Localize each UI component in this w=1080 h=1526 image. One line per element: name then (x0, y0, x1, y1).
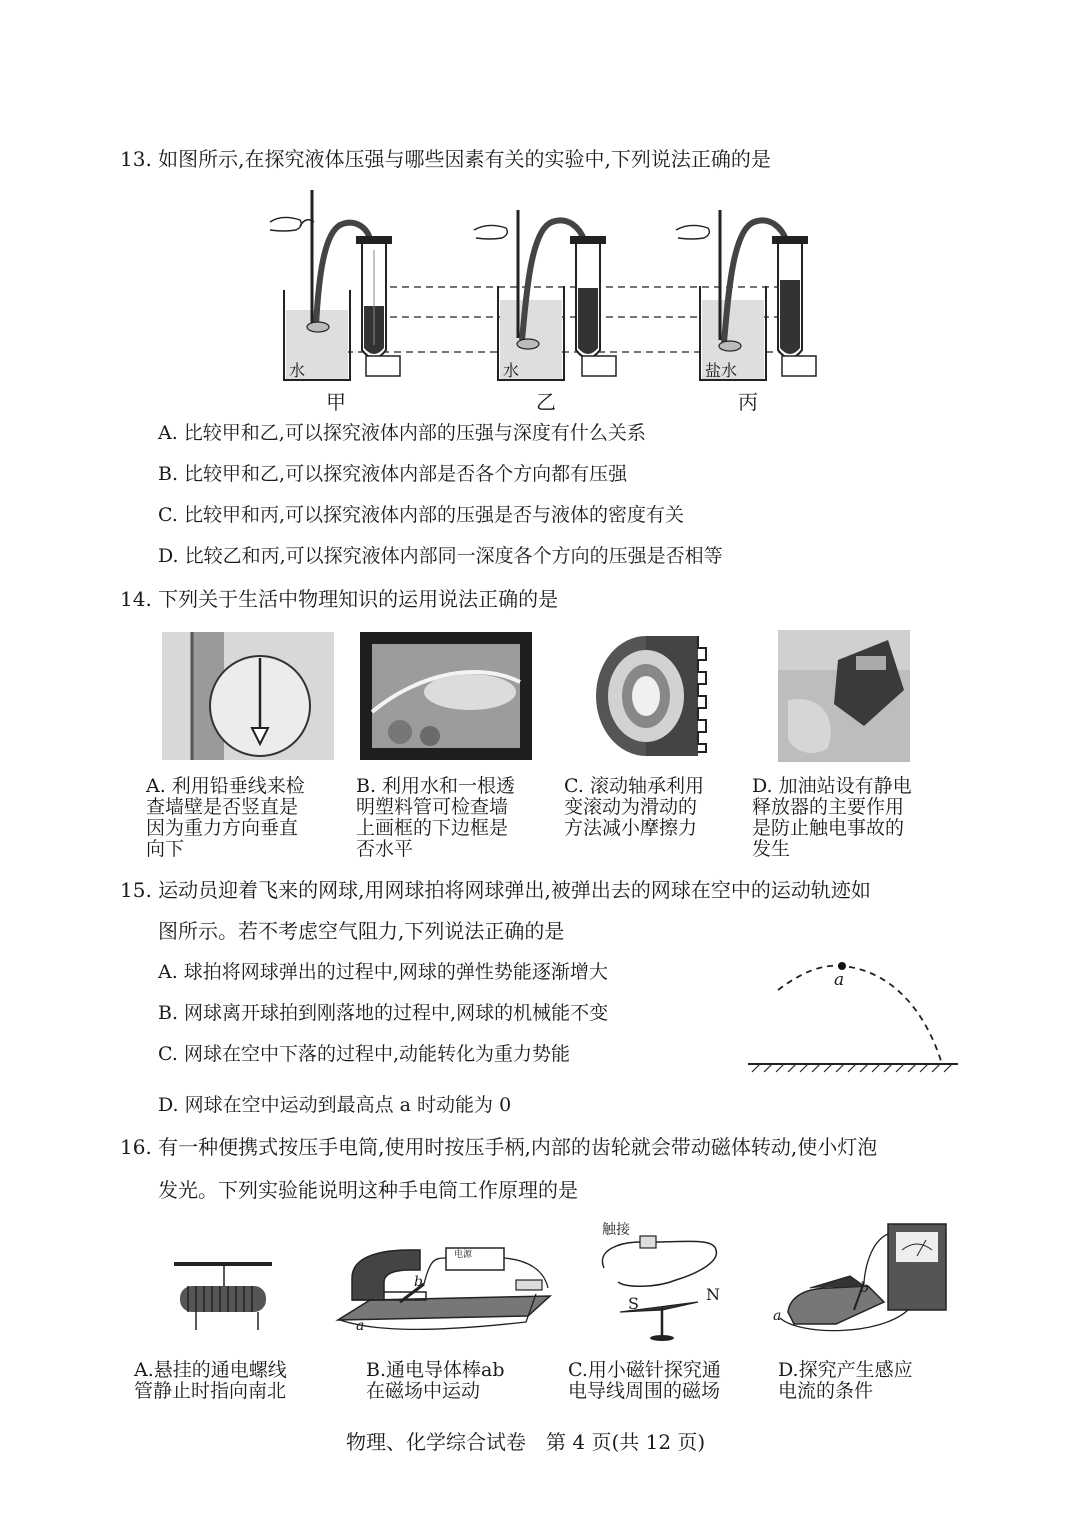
q15-option-c: C. 网球在空中下落的过程中,动能转化为重力势能 (158, 1043, 570, 1065)
q16-option-c: C.用小磁针探究通 电导线周围的磁场 (568, 1359, 721, 1402)
solenoid-figure (168, 1258, 278, 1342)
touch-label: 触接 (602, 1222, 630, 1238)
peak-point (838, 962, 846, 970)
q13-option-a: A. 比较甲和乙,可以探究液体内部的压强与深度有什么关系 (158, 422, 646, 444)
q16-stem-line-2: 发光。下列实验能说明这种手电筒工作原理的是 (158, 1178, 578, 1202)
q16-option-d: D.探究产生感应 电流的条件 (778, 1359, 913, 1402)
q15-stem-line-1: 15. 运动员迎着飞来的网球,用网球拍将网球弹出,被弹出去的网球在空中的运动轨迹如 (120, 878, 871, 902)
q14-option-c: C. 滚动轴承利用 变滚动为滑动的 方法减小摩擦力 (564, 775, 704, 839)
q16-option-a: A.悬挂的通电螺线 管静止时指向南北 (134, 1359, 287, 1402)
q14-option-b: B. 利用水和一根透 明塑料管可检查墙 上画框的下边框是 否水平 (356, 775, 516, 860)
q13-figure (260, 190, 840, 412)
q15-option-b: B. 网球离开球拍到刚落地的过程中,网球的机械能不变 (158, 1002, 609, 1024)
figure-caption-bing: 丙 (738, 390, 758, 414)
q14-option-d: D. 加油站设有静电 释放器的主要作用 是防止触电事故的 发生 (752, 775, 912, 860)
rod-label-b-d: b (860, 1280, 869, 1296)
photo-static-discharger (778, 630, 910, 762)
apparatus-jia (270, 190, 400, 380)
q13-option-d: D. 比较乙和丙,可以探究液体内部同一深度各个方向的压强是否相等 (158, 545, 723, 567)
rod-label-a-d: a (773, 1308, 782, 1324)
q15-option-a: A. 球拍将网球弹出的过程中,网球的弹性势能逐渐增大 (158, 961, 608, 983)
compass-s-label: S (628, 1294, 639, 1313)
photo-plumb-line (162, 632, 334, 760)
q14-stem: 14. 下列关于生活中物理知识的运用说法正确的是 (120, 587, 559, 611)
rod-label-b: b (414, 1274, 423, 1290)
liquid-label-bing: 盐水 (705, 361, 738, 380)
figure-caption-yi: 乙 (536, 390, 556, 414)
photo-water-tube (360, 632, 532, 760)
q13-option-c: C. 比较甲和丙,可以探究液体内部的压强是否与液体的密度有关 (158, 504, 684, 526)
q14-option-a: A. 利用铅垂线来检 查墙壁是否竖直是 因为重力方向垂直 向下 (146, 775, 305, 860)
q15-option-d: D. 网球在空中运动到最高点 a 时动能为 0 (158, 1094, 512, 1116)
q15-stem-line-2: 图所示。若不考虑空气阻力,下列说法正确的是 (158, 919, 565, 943)
q13-option-b: B. 比较甲和乙,可以探究液体内部是否各个方向都有压强 (158, 463, 628, 485)
photo-bearing (592, 632, 714, 760)
rod-label-a: a (356, 1318, 365, 1334)
peak-point-label: a (834, 970, 845, 990)
battery-label: 电源 (454, 1250, 473, 1260)
q16-stem-line-1: 16. 有一种便携式按压手电筒,使用时按压手柄,内部的齿轮就会带动磁体转动,使小灯泡 (120, 1135, 878, 1159)
q16-option-b: B.通电导体棒ab 在磁场中运动 (366, 1359, 505, 1402)
trajectory-figure (742, 948, 964, 1074)
q13-stem: 13. 如图所示,在探究液体压强与哪些因素有关的实验中,下列说法正确的是 (120, 147, 771, 171)
conductor-in-field-figure (330, 1230, 570, 1340)
figure-caption-jia: 甲 (326, 390, 346, 414)
apparatus-bing (676, 210, 816, 380)
apparatus-yi (474, 210, 616, 380)
liquid-label-jia: 水 (289, 361, 306, 380)
page-footer: 物理、化学综合试卷 第 4 页(共 12 页) (346, 1430, 706, 1454)
liquid-label-yi: 水 (503, 361, 520, 380)
compass-n-label: N (706, 1285, 720, 1304)
